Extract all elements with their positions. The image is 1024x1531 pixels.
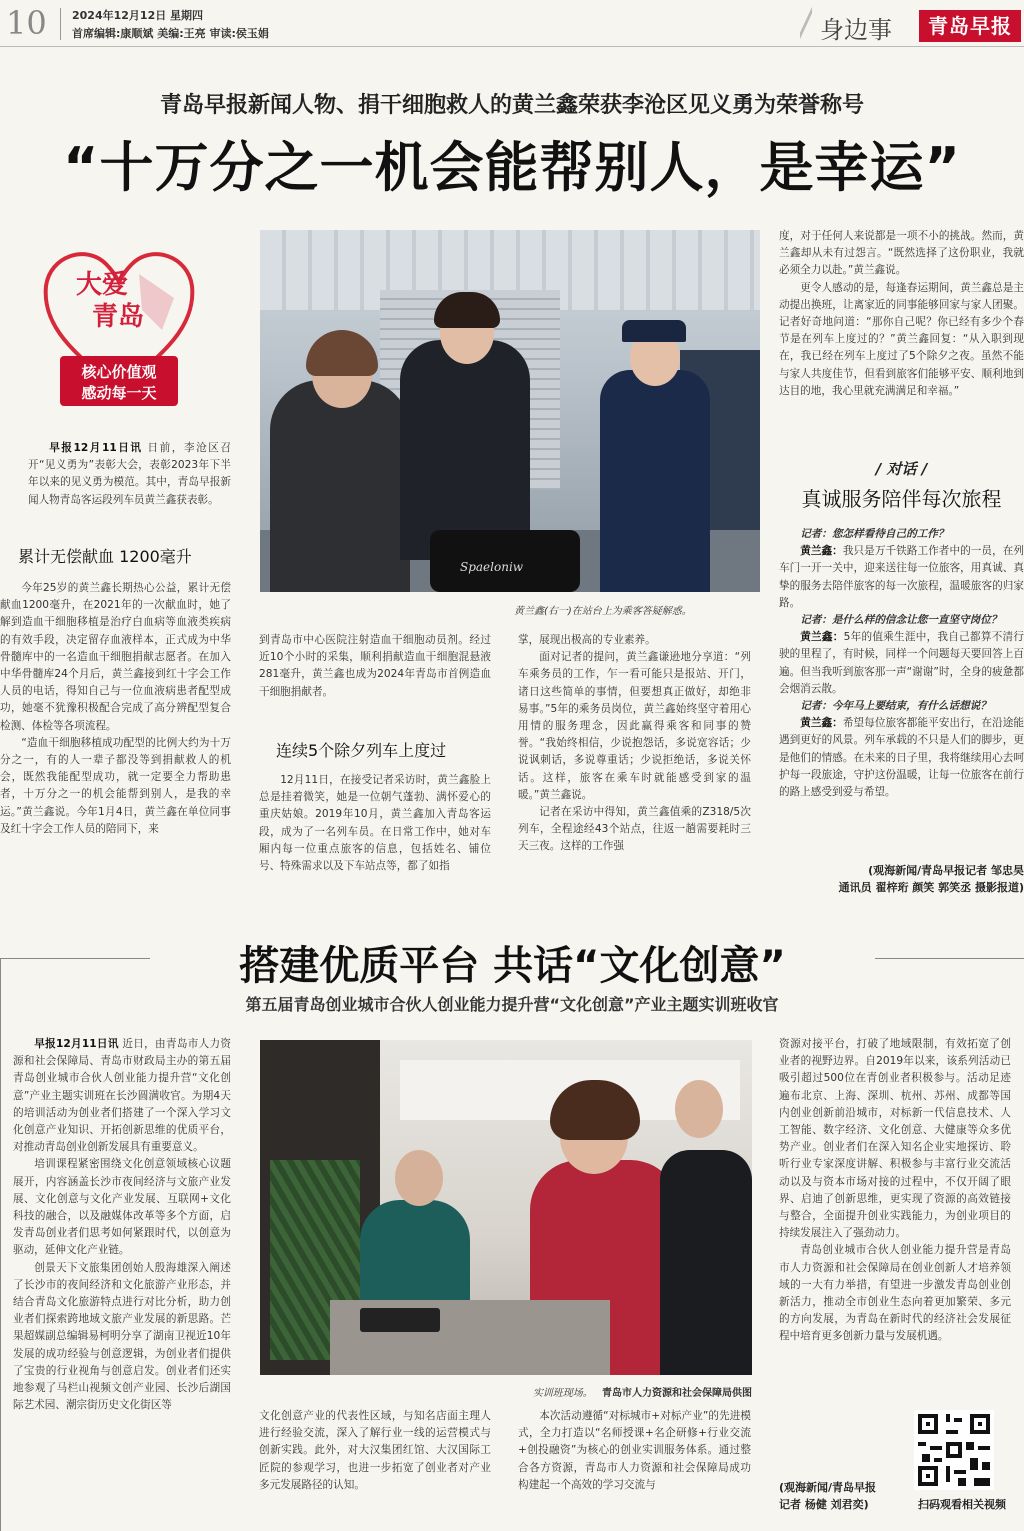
- badge-slogan-2: 感动每一天: [81, 384, 157, 402]
- dialogue-kicker: / 对话 /: [875, 460, 928, 478]
- qa-answer-2: [779, 629, 1024, 698]
- section-name: 身边事: [820, 16, 892, 44]
- article2-col4: [779, 1036, 1011, 1346]
- qa-question-2: 记者：是什么样的信念让您一直坚守岗位？: [800, 614, 1002, 627]
- badge-slogan-1: 核心价值观: [81, 363, 157, 381]
- article1-col2-p2: 12月11日，在接受记者采访时，黄兰鑫脸上总是挂着微笑，她是一位朝气蓬勃、满怀爱心的重庆姑娘。2019年10月，黄兰鑫加入青岛客运段，成为了一名列车员。在日常工作中，她对车厢内每一位重点旅客的信息，包括姓名、铺位号、特殊需求以及下车站点等，都了如指: [259, 774, 491, 873]
- article2-col1-p3: 创景天下文旅集团创始人殷海雄深入阐述了长沙市的夜间经济和文化旅游产业形态，并结合青岛文化旅游特点进行对比分析，助力创业者们探索跨地域文旅产业发展的新思路。芒果超媒副总编辑易柯明分享了湖南卫视近10年发展的成功经验与创意逻辑，为创业者们提供了宝贵的行业视角与创意启发。创业者们还实地参观了马栏山视频文创产业园、长沙后湖国际艺术园、潮宗街历史文化街区等: [13, 1261, 231, 1412]
- article1-col2-p1: 到青岛市中心医院注射造血干细胞动员剂。经过近10个小时的采集，顺利捐献造血干细胞混悬液281毫升，黄兰鑫也成为2024年青岛市首例造血干细胞捐献者。: [259, 634, 491, 698]
- article1-col3-p2: 面对记者的提问，黄兰鑫谦逊地分享道：“列车乘务员的工作，乍一看可能只是报站、开门，诸日这些简单的事情，但要想真正做好，却绝非易事。”5年的乘务员岗位，黄兰鑫始终坚守着用心用情的服务理念，因此赢得乘客和同事的赞誉。“我始终相信，少说抱怨话，多说宽容话；少说讽刺话，多说尊重话；少说拒绝话，多说关怀话。这样，旅客在乘车时就能感受到家的温暖。”黄兰鑫说。: [518, 651, 751, 801]
- article1-byline-2: 通讯员 翟梓珩 颜笑 郭笑丞 摄影报道): [838, 881, 1024, 894]
- article2-byline: [779, 1479, 899, 1513]
- qa-question-3: 记者：今年马上要结束，有什么话想说？: [800, 700, 991, 713]
- article2-col2-p1: 文化创意产业的代表性区域，与知名店面主理人进行经验交流，深入了解行业一线的运营模式与创新实践。此外，对大汉集团红馆、大汉国际工匠院的参观学习，也进一步拓宽了创业者对产业多元发展路径的认知。: [259, 1410, 491, 1491]
- article2-col3: [518, 1408, 751, 1494]
- passenger-left: [270, 380, 410, 592]
- badge: [34, 234, 204, 414]
- qa-answer-2-name: 黄兰鑫：: [800, 631, 844, 644]
- qa-answer-3-name: 黄兰鑫：: [800, 717, 843, 730]
- attendant: [600, 370, 710, 592]
- article1-col3-p3: 记者在采访中得知，黄兰鑫值乘的Z318/5次列车，全程途经43个站点，往返一趟需要耗时三天三夜。这样的工作强: [518, 806, 751, 853]
- badge-slogan: [60, 356, 178, 406]
- article1-byline: [779, 862, 1024, 896]
- article1-photo-caption: 黄兰鑫(右一)在站台上为乘客答疑解惑。: [514, 606, 692, 617]
- article1-lead-label: 早报12月11日讯: [49, 442, 143, 454]
- badge-title-1: 大爱: [76, 270, 129, 300]
- article2-col4-p2: 青岛创业城市合伙人创业能力提升营是青岛市人力资源和社会保障局在创业创新人才培养领域的一大有力举措，有望进一步激发青岛创业创新活力，推动全市创业生态向着更加繁荣、多元的方向发展，为青岛在新时代的经济社会发展征程中培育更多创新力量与发展机遇。: [779, 1244, 1011, 1343]
- article1-photo: [260, 230, 760, 592]
- date-line: 2024年12月12日 星期四: [72, 9, 204, 22]
- qr-code-graphic: [914, 1410, 994, 1490]
- article2-subtitle: 第五届青岛创业城市合伙人创业能力提升营“文化创意”产业主题实训班收官: [245, 995, 779, 1014]
- participant-right: [660, 1150, 752, 1375]
- article1-col4-p1: 度，对于任何人来说都是一项不小的挑战。然而，黄兰鑫却从未有过怨言。“既然选择了这份职业，我就必须全力以赴。”黄兰鑫说。: [779, 230, 1024, 277]
- page-header: [0, 0, 1024, 46]
- page-number: 10: [6, 4, 47, 42]
- bag-text: Spaeloniw: [460, 560, 524, 574]
- article1-col1-top: [28, 440, 231, 509]
- article1-subhead1: 累计无偿献血 1200毫升: [18, 547, 192, 566]
- article2-col2: [259, 1408, 491, 1494]
- article1-col3: [518, 632, 751, 856]
- article2-byline-2: 记者 杨健 刘君奕): [779, 1498, 869, 1511]
- article2-photo: [260, 1040, 752, 1375]
- article1-col3-p1: 掌，展现出极高的专业素养。: [518, 634, 656, 646]
- passenger-center: [400, 340, 530, 560]
- article2-photo-caption-left: 实训班现场。: [532, 1388, 593, 1399]
- article2-col1-p1: 近日，由青岛市人力资源和社会保障局、青岛市财政局主办的第五届青岛创业城市合伙人创业能力提升营“文化创意”产业主题实训班在长沙圆满收官。为期4天的培训活动为创业者们搭建了一个深入学习文化创意产业知识、开拓创新思维的优质平台，对推动青岛创业创新发展具有重要意义。: [13, 1038, 231, 1154]
- article1-col4-p2: 更令人感动的是，每逢春运期间，黄兰鑫总是主动提出换班，让离家近的同事能够回家与家人团聚。记者好奇地问道：“那你自己呢？你已经有多少个春节是在列车上度过的？”黄兰鑫回复：“从入职到现在，我已经在列车上度过了5个除夕之夜。虽然不能与家人共度佳节，但看到旅客们能够平安、顺利地到达目的地，我心里就充满满足和幸福。”: [779, 281, 1024, 397]
- qa-answer-1-text: 我只是万千铁路工作者中的一员，在列车门一开一关中，迎来送往每一位旅客，用真诚、真挚的服务去陪伴旅客的每一次旅程，温暖旅客的归家路。: [779, 545, 1024, 609]
- article1-kicker: 青岛早报新闻人物、捐干细胞救人的黄兰鑫荣获李沧区见义勇为荣誉称号: [159, 92, 864, 118]
- article1-col1-p1: 今年25岁的黄兰鑫长期热心公益，累计无偿献血1200毫升，在2021年的一次献血时，她了解到造血干细胞移植是治疗白血病等血液类疾病的有效手段，决定留存血液样本，正式成为中华骨髓库中的一名造血干细胞捐献志愿者。在加入中华骨髓库24个月后，黄兰鑫接到红十字会工作人员的电话，得知自己与一位血液病患者配型成功，她毫不犹豫积极配合完成了高分辨配型复合检测、体检等各项流程。: [0, 582, 231, 732]
- article2-col3-p1: 本次活动遵循“对标城市+对标产业”的先进模式，全力打造以“名师授课+名企研修+行业交流+创投融资”为核心的创业实训服务体系。通过整合各方资源，青岛市人力资源和社会保障局成功构建起一个高效的学习交流与: [518, 1410, 751, 1491]
- article2-headline: 搭建优质平台 共话“文化创意”: [239, 943, 786, 989]
- paper-logo: 青岛早报: [919, 10, 1021, 42]
- article1-headline: “十万分之一机会能帮别人，是幸运”: [63, 136, 961, 199]
- article2-photo-caption: [466, 1384, 752, 1399]
- qa-answer-1-name: 黄兰鑫：: [800, 545, 843, 558]
- article1-col2: [259, 632, 491, 701]
- qa-answer-3-text: 希望每位旅客都能平安出行，在沿途能遇到更好的风景。列车承载的不只是人们的脚步，更是他们的情感。在未来的日子里，我将继续用心去呵护每一段旅途，守护这份温暖，让每一位旅客在前行的路上感受到爱与希望。: [779, 717, 1024, 799]
- dialogue-title: 真诚服务陪伴每次旅程: [801, 487, 1002, 511]
- article1-col1: [0, 580, 231, 838]
- qa-answer-1: [779, 543, 1024, 612]
- badge-title-2: 青岛: [92, 302, 145, 332]
- article2-col1-p2: 培训课程紧密围绕文化创意领域核心议题展开，内容涵盖长沙市夜间经济与文旅产业发展、文化创意与文化产业发展、互联网+文化科技的融合，以及融媒体改革等多个方面，启发青岛创业者们思考如何紧跟时代，以创意为驱动，延伸文化产业链。: [13, 1158, 231, 1257]
- qa-question-1: 记者：您怎样看待自己的工作？: [800, 528, 949, 540]
- qr-code-icon[interactable]: [914, 1410, 994, 1490]
- article2-photo-caption-right: 青岛市人力资源和社会保障局供图: [602, 1388, 752, 1399]
- article2-byline-1: (观海新闻/青岛早报: [779, 1481, 877, 1494]
- qa-answer-2-text: 5年的值乘生涯中，我自己都算不清行驶的里程了，有时候，同样一个问题每天要回答上百遍。但当我听到旅客那一声“谢谢”时，全身的疲惫都会烟消云散。: [779, 631, 1024, 695]
- qr-label: 扫码观看相关视频: [918, 1498, 1006, 1511]
- article1-subhead2: 连续5个除夕列车上度过: [276, 741, 447, 760]
- article1-col1-p2: “造血干细胞移植成功配型的比例大约为十万分之一，有的人一辈子都没等到捐献救人的机会，既然我能配型成功，就一定要全力帮助患者，十万分之一的机会能帮到别人，是我的幸运。”黄兰鑫说。今年1月4日，黄兰鑫在单位同事及红十字会工作人员的陪同下，来: [0, 736, 231, 835]
- article2-col4-p1: 资源对接平台，打破了地域限制，有效拓宽了创业者的视野边界。自2019年以来，该系列活动已吸引超过500位在青创业者积极参与。活动足迹遍布北京、上海、深圳、杭州、苏州、成都等国内创业创新前沿城市，对标新一代信息技术、人工智能、数字经济、文化创意、大健康等众多优势产业。创业者们在深入知名企业实地探访、聆听行业专家深度讲解、积极参与丰富行业交流活动以及与资本市场对接的过程中，不仅开阔了眼界、启迪了创新思维，更实现了资源的高效链接与整合，全面提升创业实践能力，为创业项目的持续发展注入了强劲动力。: [779, 1038, 1011, 1240]
- dialogue-qa: [779, 526, 1024, 801]
- article1-col4: [779, 228, 1024, 400]
- staff-line: 首席编辑:康顺斌 美编:王亮 审读:侯玉娟: [72, 27, 269, 40]
- article1-lead-text: 日前，李沧区召开“见义勇为”表彰大会，表彰2023年下半年以来的见义勇为模范。其中，青岛早报新闻人物青岛客运段列车员黄兰鑫获表彰。: [28, 442, 232, 506]
- article1-byline-1: (观海新闻/青岛早报记者 邹忠昊: [868, 864, 1024, 877]
- article2-col1: [13, 1036, 231, 1414]
- article2-lead-label: 早报12月11日讯: [34, 1038, 119, 1050]
- article1-col2b: [259, 772, 491, 875]
- qa-answer-3: [779, 715, 1024, 801]
